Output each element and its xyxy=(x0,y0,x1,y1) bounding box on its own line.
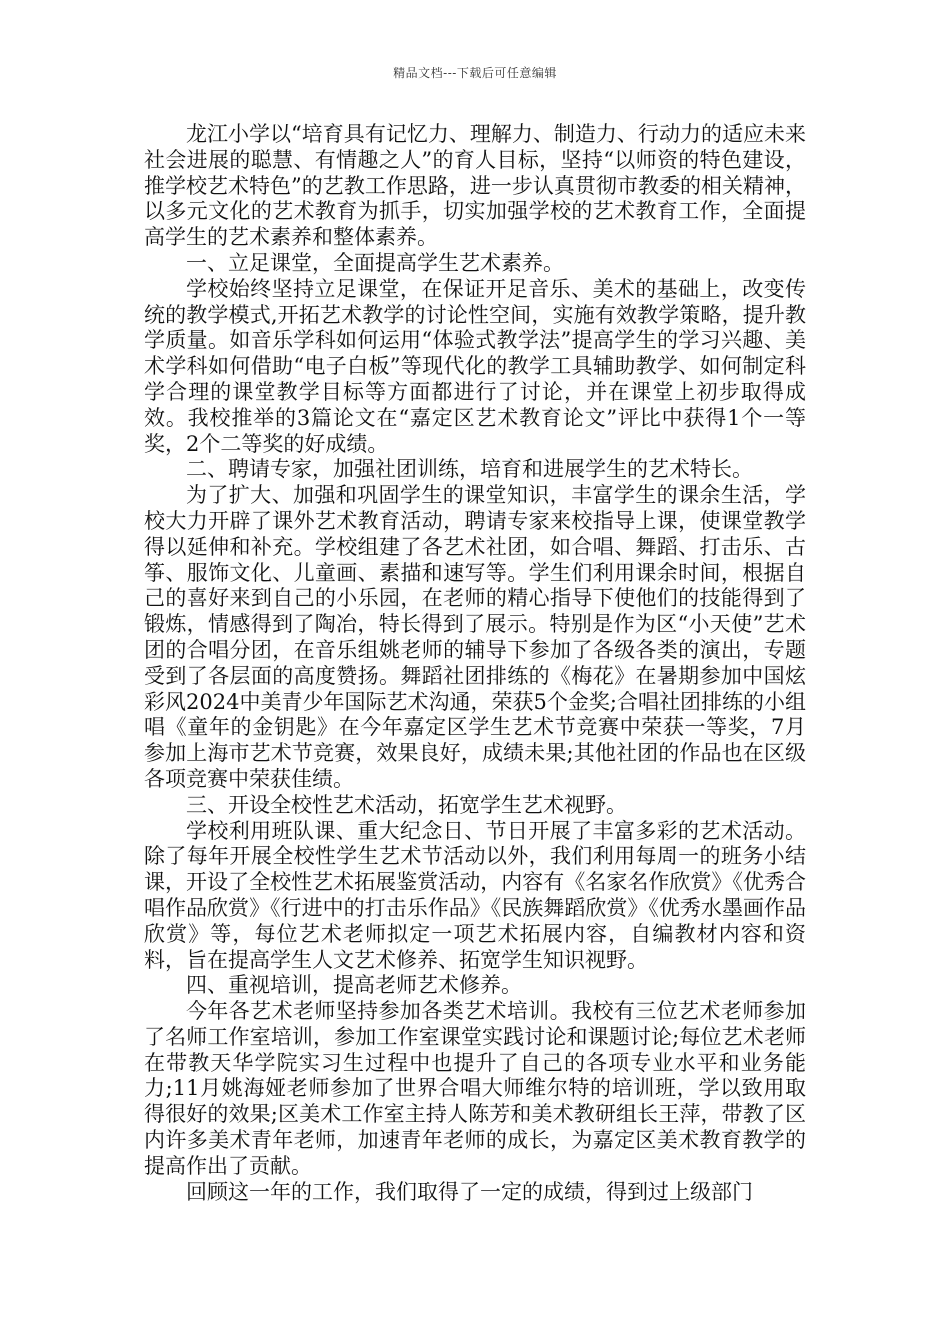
section-heading-1: 一、立足课堂，全面提高学生艺术素养。 xyxy=(186,250,564,275)
section-heading-4: 四、重视培训，提高老师艺术修养。 xyxy=(186,973,522,998)
section-heading-3: 三、开设全校性艺术活动，拓宽学生艺术视野。 xyxy=(186,792,627,817)
document-body xyxy=(144,122,806,1205)
section-paragraph-4: 今年各艺术老师坚持参加各类艺术培训。我校有三位艺术老师参加了名师工作室培训，参加工作室课堂实践讨论和课题讨论;每位艺术老师在带教天华学院实习生过程中也提升了自己的各项专业水平和业务能力;11月姚海娅老师参加了世界合唱大师维尔特的培训班，学以致用取得很好的效果;区美术工作室主持人陈芳和美术教研组长王萍，带教了区内许多美术青年老师，加速青年老师的成长，为嘉定区美术教育教学的提高作出了贡献。 xyxy=(144,999,806,1178)
section-paragraph-1: 学校始终坚持立足课堂，在保证开足音乐、美术的基础上，改变传统的教学模式,开拓艺术教学的讨论性空间，实施有效教学策略，提升教学质量。如音乐学科如何运用“体验式教学法”提高学生的学习兴趣、美术学科如何借助“电子白板”等现代化的教学工具辅助教学、如何制定科学合理的课堂教学目标等方面都进行了讨论，并在课堂上初步取得成效。我校推举的3篇论文在“嘉定区艺术教育论文”评比中获得1个一等奖，2个二等奖的好成绩。 xyxy=(144,276,806,456)
closing-paragraph: 回顾这一年的工作，我们取得了一定的成绩，得到过上级部门 xyxy=(186,1179,753,1204)
section-paragraph-3: 学校利用班队课、重大纪念日、节日开展了丰富多彩的艺术活动。除了每年开展全校性学生艺术节活动以外，我们利用每周一的班务小结课，开设了全校性艺术拓展鉴赏活动，内容有《名家名作欣赏》《优秀合唱作品欣赏》《行进中的打击乐作品》《民族舞蹈欣赏》《优秀水墨画作品欣赏》等，每位艺术老师拟定一项艺术拓展内容，自编教材内容和资料，旨在提高学生人文艺术修养、拓宽学生知识视野。 xyxy=(144,818,806,972)
intro-paragraph: 龙江小学以“培育具有记忆力、理解力、制造力、行动力的适应未来社会进展的聪慧、有情趣之人”的育人目标，坚持“以师资的特色建设，推学校艺术特色”的艺教工作思路，进一步认真贯彻市教委的相关精神，以多元文化的艺术教育为抓手，切实加强学校的艺术教育工作，全面提高学生的艺术素养和整体素养。 xyxy=(144,122,806,250)
section-paragraph-2: 为了扩大、加强和巩固学生的课堂知识，丰富学生的课余生活，学校大力开辟了课外艺术教育活动，聘请专家来校指导上课，使课堂教学得以延伸和补充。学校组建了各艺术社团，如合唱、舞蹈、打击乐、古筝、服饰文化、儿童画、素描和速写等。学生们利用课余时间，根据自己的喜好来到自己的小乐园，在老师的精心指导下使他们的技能得到了锻炼，情感得到了陶冶，特长得到了展示。特别是作为区“小天使”艺术团的合唱分团，在音乐组姚老师的辅导下参加了各级各类的演出，专题受到了各层面的高度赞扬。舞蹈社团排练的《梅花》在暑期参加中国炫彩风2024中美青少年国际艺术沟通，荣获5个金奖;合唱社团排练的小组唱《童年的金钥匙》在今年嘉定区学生艺术节竞赛中荣获一等奖，7月参加上海市艺术节竞赛，效果良好，成绩未果;其他社团的作品也在区级各项竞赛中荣获佳绩。 xyxy=(144,483,806,791)
page-header: 精品文档---下载后可任意编辑 xyxy=(393,66,557,80)
section-heading-2: 二、聘请专家，加强社团训练，培育和进展学生的艺术特长。 xyxy=(186,457,753,482)
